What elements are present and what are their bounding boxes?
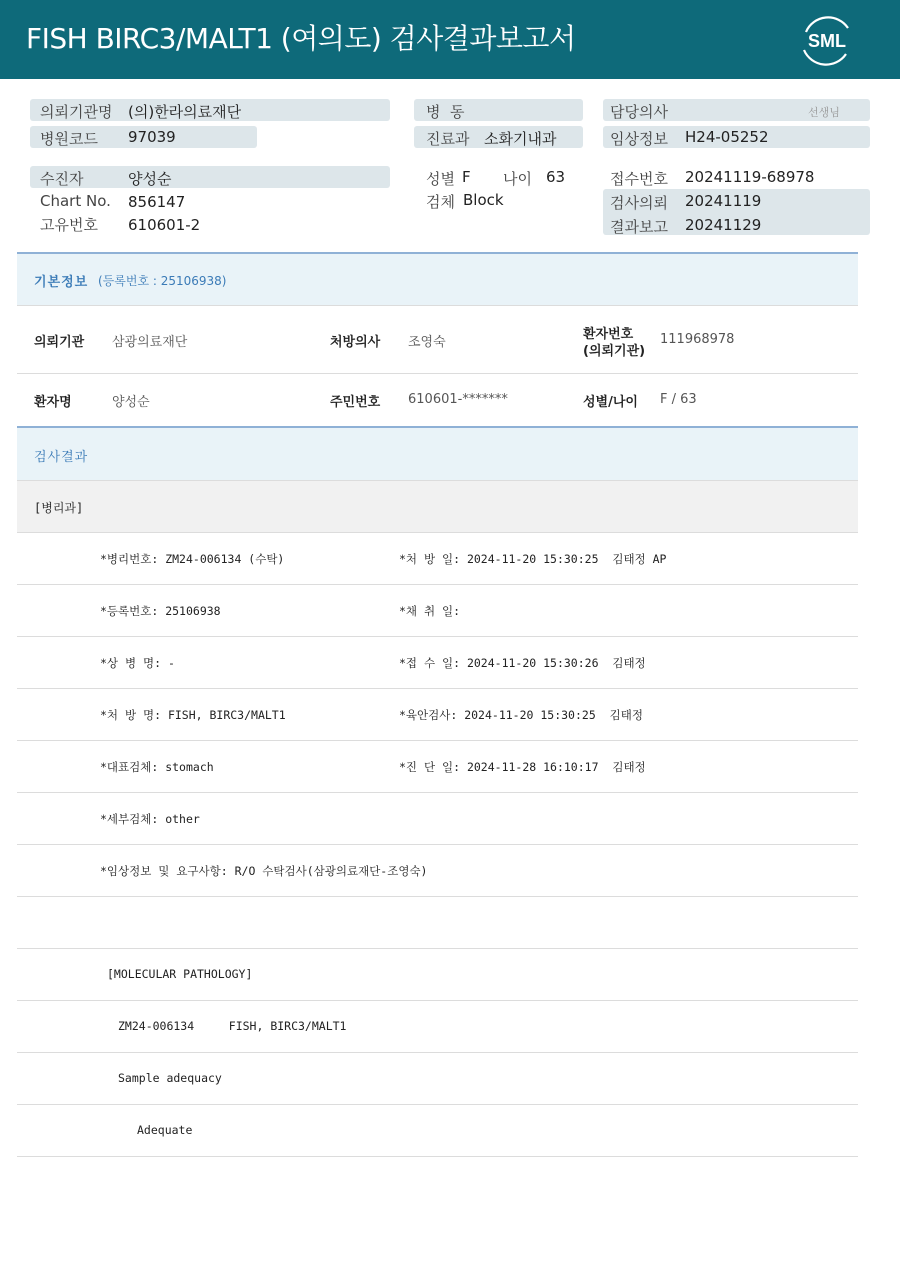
hospital-code-value: 97039 bbox=[128, 128, 176, 146]
chart-label: Chart No. bbox=[40, 192, 111, 210]
basic-reg-number: (등록번호 : 25106938) bbox=[98, 274, 227, 288]
divider bbox=[17, 305, 858, 306]
patient-value: 양성순 bbox=[128, 170, 172, 188]
doctor-label: 담당의사 bbox=[610, 103, 668, 121]
report-title: FISH BIRC3/MALT1 (여의도) 검사결과보고서 bbox=[26, 22, 576, 55]
result-right-field: *채 취 일: bbox=[399, 604, 461, 618]
divider bbox=[17, 948, 858, 949]
sexage-label: 성별/나이 bbox=[583, 395, 638, 410]
result-left-field: *세부검체: other bbox=[100, 812, 200, 826]
prescriber-value: 조영숙 bbox=[408, 335, 446, 350]
patient-label: 수진자 bbox=[40, 170, 84, 188]
result-row bbox=[0, 584, 900, 636]
uid-label: 고유번호 bbox=[40, 216, 98, 234]
chart-value: 856147 bbox=[128, 193, 186, 211]
result-right-field: *육안검사: 2024-11-20 15:30:25 김태정 bbox=[399, 708, 643, 722]
sml-logo bbox=[798, 10, 856, 68]
institution-label: 의뢰기관명 bbox=[40, 103, 113, 121]
basic-institution-label: 의뢰기관 bbox=[34, 335, 85, 350]
result-row bbox=[0, 792, 900, 844]
adequacy-value: Adequate bbox=[137, 1123, 193, 1137]
basic-title: 기본정보 bbox=[34, 275, 89, 290]
result-row bbox=[0, 844, 900, 896]
case-line: ZM24-006134 FISH, BIRC3/MALT1 bbox=[118, 1019, 347, 1033]
sex-value: F bbox=[462, 168, 471, 186]
patient-no-sublabel: (의뢰기관) bbox=[583, 344, 646, 359]
doctor-suffix: 선생님 bbox=[808, 106, 840, 119]
dept-row bbox=[17, 481, 858, 532]
patient-no-value: 111968978 bbox=[660, 332, 735, 347]
age-label: 나이 bbox=[503, 170, 532, 188]
basic-institution-value: 삼광의료재단 bbox=[112, 335, 188, 350]
divider bbox=[17, 1000, 858, 1001]
result-row bbox=[0, 740, 900, 792]
patient-name-value: 양성순 bbox=[112, 395, 150, 410]
rrn-value: 610601-******* bbox=[408, 392, 508, 407]
result-right-field: *처 방 일: 2024-11-20 15:30:25 김태정 AP bbox=[399, 552, 667, 566]
clinical-value: H24-05252 bbox=[685, 128, 769, 146]
result-left-field: *등록번호: 25106938 bbox=[100, 604, 221, 618]
patient-no-label: 환자번호 bbox=[583, 327, 634, 342]
molecular-heading: [MOLECULAR PATHOLOGY] bbox=[107, 967, 253, 981]
divider bbox=[17, 1052, 858, 1053]
sexage-value: F / 63 bbox=[660, 392, 697, 407]
divider bbox=[17, 896, 858, 897]
specimen-value: Block bbox=[463, 191, 504, 209]
divider bbox=[17, 1104, 858, 1105]
report-label: 결과보고 bbox=[610, 218, 668, 236]
result-left-field: *임상정보 및 요구사항: R/O 수탁검사(삼광의료재단-조영숙) bbox=[100, 864, 428, 878]
divider bbox=[17, 1156, 858, 1157]
result-row bbox=[0, 532, 900, 584]
result-left-field: *상 병 명: - bbox=[100, 656, 175, 670]
uid-value: 610601-2 bbox=[128, 216, 201, 234]
patient-name-label: 환자명 bbox=[34, 395, 72, 410]
request-value: 20241119 bbox=[685, 192, 762, 210]
result-row bbox=[0, 688, 900, 740]
report-value: 20241129 bbox=[685, 216, 762, 234]
logo-text: SML bbox=[808, 31, 846, 51]
request-label: 검사의뢰 bbox=[610, 194, 668, 212]
hospital-code-label: 병원코드 bbox=[40, 130, 98, 148]
sex-label: 성별 bbox=[426, 170, 455, 188]
specimen-label: 검체 bbox=[426, 193, 455, 211]
result-left-field: *병리번호: ZM24-006134 (수탁) bbox=[100, 552, 285, 566]
age-value: 63 bbox=[546, 168, 566, 186]
rrn-label: 주민번호 bbox=[330, 395, 381, 410]
institution-value: (의)한라의료재단 bbox=[128, 103, 242, 121]
result-right-field: *진 단 일: 2024-11-28 16:10:17 김태정 bbox=[399, 760, 646, 774]
adequacy-label: Sample adequacy bbox=[118, 1071, 222, 1085]
dept-label: [병리과] bbox=[34, 501, 84, 515]
department-value: 소화기내과 bbox=[484, 130, 557, 148]
clinical-label: 임상정보 bbox=[610, 130, 668, 148]
result-row bbox=[0, 636, 900, 688]
results-section-header bbox=[17, 428, 858, 480]
patient-pill bbox=[30, 166, 390, 188]
divider bbox=[17, 373, 858, 374]
results-title: 검사결과 bbox=[34, 450, 89, 465]
result-left-field: *처 방 명: FISH, BIRC3/MALT1 bbox=[100, 708, 286, 722]
receipt-value: 20241119-68978 bbox=[685, 168, 815, 186]
result-right-field: *접 수 일: 2024-11-20 15:30:26 김태정 bbox=[399, 656, 646, 670]
result-left-field: *대표검체: stomach bbox=[100, 760, 214, 774]
department-label: 진료과 bbox=[426, 130, 470, 148]
ward-label: 병 동 bbox=[426, 103, 465, 121]
receipt-label: 접수번호 bbox=[610, 170, 668, 188]
prescriber-label: 처방의사 bbox=[330, 335, 381, 350]
